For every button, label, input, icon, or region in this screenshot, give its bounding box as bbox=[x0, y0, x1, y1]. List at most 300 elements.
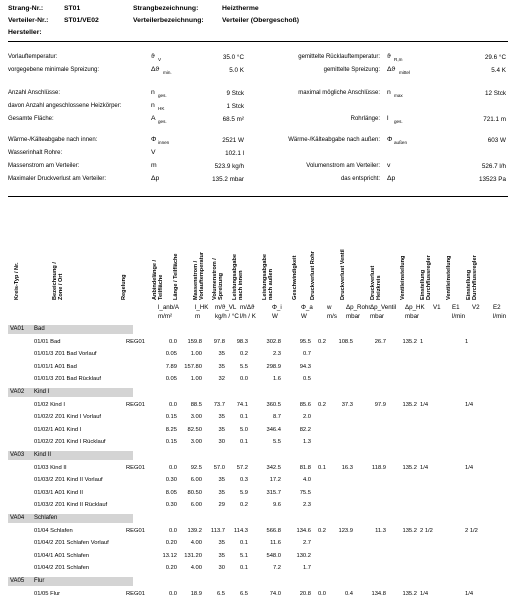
table-cell: 4.00 bbox=[190, 565, 202, 572]
param-label: Vorlauftemperatur: bbox=[8, 54, 58, 60]
param-symbol-sub: min. bbox=[163, 70, 172, 75]
table-cell: 75.5 bbox=[299, 489, 311, 496]
column-header-line: Druckverlust Rohr bbox=[310, 251, 316, 300]
group-code: VA03 bbox=[10, 452, 25, 458]
table-cell: 92.5 bbox=[190, 464, 202, 471]
table-cell: 01/04 Schlafen bbox=[34, 527, 73, 534]
table-cell: 13.12 bbox=[162, 552, 177, 559]
column-header-line: Durchflussregler bbox=[472, 255, 479, 300]
table-cell: 35 bbox=[218, 414, 225, 421]
param-right-symbol: Φ bbox=[387, 136, 393, 143]
table-cell: 01/01/1 A01 Bad bbox=[34, 363, 77, 370]
param-symbol-sub: ges. bbox=[158, 119, 167, 124]
param-right-value: 721.1 m bbox=[483, 116, 506, 123]
table-cell: 135.2 bbox=[402, 401, 417, 408]
unit-symbol-c14: E2 bbox=[493, 304, 501, 311]
column-header-c10 bbox=[370, 266, 382, 300]
param-right-symbol: Δϑ bbox=[387, 66, 396, 73]
table-cell: 134.6 bbox=[296, 527, 311, 534]
unit-dimension-c2: m bbox=[195, 313, 201, 320]
table-cell: 5.5 bbox=[272, 439, 281, 446]
table-cell: 17.2 bbox=[269, 477, 281, 484]
strang-bez-label: Strangbezeichnung: bbox=[133, 5, 199, 12]
column-header-line: Spreizung bbox=[218, 272, 225, 300]
param-right-symbol: l bbox=[387, 115, 389, 122]
table-cell: 139.2 bbox=[187, 527, 202, 534]
table-cell: 01/04/1 A01 Schlafen bbox=[34, 552, 90, 559]
param-right-symbol-sub: mittel bbox=[399, 70, 410, 75]
unit-symbol-c4: m/Δϑ bbox=[240, 304, 255, 311]
table-cell: 135.2 bbox=[402, 590, 417, 597]
table-cell: 0.0 bbox=[168, 338, 177, 345]
verteiler-nr-label: Verteiler-Nr.: bbox=[8, 17, 49, 24]
column-header-line: Leistungsabgabe bbox=[232, 253, 238, 300]
column-header-c5 bbox=[232, 254, 244, 300]
param-value: 2521 W bbox=[222, 137, 244, 144]
param-right-label: das entspricht: bbox=[340, 176, 380, 182]
param-right-symbol-sub: max bbox=[394, 93, 403, 98]
table-cell: REG01 bbox=[126, 590, 146, 597]
unit-dimension-c4: l/h / K bbox=[240, 313, 256, 320]
table-cell: 74.1 bbox=[236, 401, 248, 408]
param-value: 135.2 mbar bbox=[212, 176, 244, 183]
column-header-line: Einstellung bbox=[466, 269, 472, 300]
table-cell: REG01 bbox=[126, 401, 146, 408]
group-header-bar bbox=[8, 388, 133, 397]
table-cell: 0.15 bbox=[165, 439, 177, 446]
group-header-bar bbox=[8, 451, 133, 460]
column-header-line: Leistungsabgabe bbox=[262, 253, 268, 300]
table-cell: 3.00 bbox=[190, 439, 202, 446]
param-symbol: V bbox=[151, 149, 156, 156]
param-symbol: n bbox=[151, 102, 155, 109]
column-header-line: Länge / Teilfläche bbox=[173, 253, 179, 300]
table-cell: 4.00 bbox=[190, 540, 202, 547]
column-header-line: Ventileinstellung bbox=[400, 255, 406, 300]
param-right-symbol: Δp bbox=[387, 175, 396, 182]
table-cell: REG01 bbox=[126, 464, 146, 471]
table-cell: 0.1 bbox=[317, 464, 326, 471]
param-right-symbol-sub: außen bbox=[394, 140, 408, 145]
table-cell: 37.3 bbox=[341, 401, 353, 408]
column-header-c8 bbox=[310, 251, 316, 300]
table-cell: 73.7 bbox=[213, 401, 225, 408]
table-cell: 1.3 bbox=[302, 439, 311, 446]
table-cell: 01/01/3 Z01 Bad Rücklauf bbox=[34, 376, 102, 383]
column-header-regelung bbox=[121, 275, 127, 300]
table-cell: REG01 bbox=[126, 527, 146, 534]
column-header-line: Anbindelänge / bbox=[152, 259, 158, 300]
param-label: Wasserinhalt Rohre: bbox=[8, 150, 63, 156]
table-cell: 0.1 bbox=[239, 540, 248, 547]
table-cell: 4.0 bbox=[302, 477, 311, 484]
table-cell: 298.9 bbox=[266, 363, 281, 370]
table-cell: 57.0 bbox=[213, 464, 225, 471]
table-cell: 01/04/2 Z01 Schlafen bbox=[34, 565, 90, 572]
param-right-label: Wärme-/Kälteabgabe nach außen: bbox=[288, 137, 380, 143]
table-cell: 0.5 bbox=[302, 376, 311, 383]
table-cell: 35 bbox=[218, 477, 225, 484]
table-cell: 5.9 bbox=[239, 489, 248, 496]
verteiler-bez-value: Verteiler (Obergeschoß) bbox=[222, 17, 300, 24]
group-code: VA02 bbox=[10, 389, 25, 395]
table-cell: 9.6 bbox=[272, 502, 281, 509]
table-cell: 11.3 bbox=[375, 527, 386, 534]
table-cell: 134.8 bbox=[371, 590, 386, 597]
table-cell: 0.2 bbox=[317, 401, 326, 408]
verteiler-nr-value: ST01/VE02 bbox=[64, 17, 99, 24]
column-header-line: Regelung bbox=[121, 274, 127, 300]
column-header-c2 bbox=[173, 253, 179, 300]
table-cell: 35 bbox=[218, 351, 225, 358]
unit-dimension-c3: kg/h / °C bbox=[215, 313, 239, 320]
column-header-line: Vorlauftemperatur bbox=[199, 251, 206, 300]
table-cell: 97.9 bbox=[374, 401, 386, 408]
table-cell: 20.8 bbox=[299, 590, 311, 597]
table-cell: 0.30 bbox=[165, 477, 177, 484]
table-cell: 159.8 bbox=[187, 338, 202, 345]
group-name: Bad bbox=[34, 326, 45, 332]
header-divider bbox=[8, 41, 508, 42]
table-cell: 01/04/2 Z01 Schlafen Vorlauf bbox=[34, 540, 109, 547]
table-cell: 8.7 bbox=[272, 414, 281, 421]
column-header-line: Druckverlust bbox=[370, 265, 376, 300]
table-cell: 1 bbox=[465, 338, 469, 345]
table-cell: 130.2 bbox=[296, 552, 311, 559]
table-cell: 8.05 bbox=[165, 489, 177, 496]
table-cell: 1/4 bbox=[420, 464, 429, 471]
table-cell: 0.2 bbox=[317, 527, 326, 534]
param-value: 5.0 K bbox=[229, 67, 244, 74]
table-cell: 108.5 bbox=[338, 338, 353, 345]
param-value: 523.9 kg/h bbox=[214, 163, 244, 170]
table-cell: 0.0 bbox=[317, 590, 326, 597]
table-cell: 01/02/2 Z01 Kind I Rücklauf bbox=[34, 439, 106, 446]
table-cell: 114.3 bbox=[233, 527, 248, 534]
table-cell: 01/02/1 A01 Kind I bbox=[34, 426, 82, 433]
table-cell: 1.7 bbox=[302, 565, 311, 572]
param-symbol: Δϑ bbox=[151, 66, 160, 73]
table-cell: 88.5 bbox=[190, 401, 202, 408]
table-cell: 26.7 bbox=[374, 338, 386, 345]
table-cell: 35 bbox=[218, 363, 225, 370]
param-symbol-sub: V bbox=[158, 57, 162, 62]
table-cell: 2.3 bbox=[302, 502, 311, 509]
table-cell: 1/4 bbox=[465, 401, 474, 408]
param-right-symbol-sub: ges. bbox=[394, 119, 403, 124]
column-header-c13 bbox=[446, 256, 452, 300]
table-cell: 157.80 bbox=[184, 363, 202, 370]
table-cell: 01/03/2 Z01 Kind II Vorlauf bbox=[34, 477, 103, 484]
table-cell: 1.00 bbox=[190, 376, 202, 383]
column-header-line: Druckverlust Ventil bbox=[340, 249, 346, 300]
table-cell: 131.20 bbox=[184, 552, 202, 559]
table-cell: 2 1/2 bbox=[465, 527, 478, 534]
column-header-line: Bezeichnung / bbox=[52, 262, 58, 300]
table-cell: 57.2 bbox=[236, 464, 248, 471]
strang-nr-value: ST01 bbox=[64, 5, 81, 12]
column-header-line: Kreis-Typ / Nr. bbox=[14, 262, 20, 300]
param-right-symbol: ϑ bbox=[387, 53, 391, 60]
param-right-value: 5.4 K bbox=[491, 67, 506, 74]
column-header-line: Einstellung bbox=[420, 269, 426, 300]
param-right-value: 29.6 °C bbox=[484, 54, 506, 61]
table-cell: 95.5 bbox=[299, 338, 311, 345]
table-cell: 35 bbox=[218, 489, 225, 496]
column-header-c6 bbox=[262, 254, 274, 300]
table-cell: 1/4 bbox=[465, 464, 474, 471]
param-symbol: Δp bbox=[151, 175, 160, 182]
table-cell: 01/03/1 A01 Kind II bbox=[34, 489, 83, 496]
table-cell: 123.9 bbox=[338, 527, 353, 534]
param-label: Massenstrom am Verteiler: bbox=[8, 163, 80, 169]
unit-dimension-c5: W bbox=[272, 313, 278, 320]
param-label: Gesamte Fläche: bbox=[8, 116, 54, 122]
param-right-label: gemittelte Spreizung: bbox=[323, 67, 380, 73]
unit-symbol-c9: Δp_Ventil bbox=[370, 304, 397, 311]
table-cell: 35 bbox=[218, 426, 225, 433]
table-cell: 80.50 bbox=[187, 489, 202, 496]
param-label: Maximaler Druckverlust am Verteiler: bbox=[8, 176, 107, 182]
param-symbol-sub: HK bbox=[158, 106, 165, 111]
table-cell: 0.0 bbox=[239, 376, 248, 383]
table-cell: 2 1/2 bbox=[420, 527, 433, 534]
column-header-c12 bbox=[420, 255, 432, 300]
table-cell: 1/4 bbox=[465, 590, 474, 597]
table-cell: 0.1 bbox=[239, 565, 248, 572]
table-cell: 135.2 bbox=[402, 464, 417, 471]
column-header-c1 bbox=[152, 260, 164, 300]
column-header-line: Teilfläche bbox=[158, 274, 165, 300]
group-name: Kind II bbox=[34, 452, 52, 458]
table-cell: 82.50 bbox=[187, 426, 202, 433]
table-cell: 3.00 bbox=[190, 414, 202, 421]
table-cell: 548.0 bbox=[266, 552, 281, 559]
table-cell: 1 bbox=[420, 338, 424, 345]
table-cell: 32 bbox=[218, 376, 225, 383]
table-cell: 7.89 bbox=[165, 363, 177, 370]
param-right-label: Rohrlänge: bbox=[350, 116, 380, 122]
table-cell: 6.5 bbox=[239, 590, 248, 597]
table-cell: 6.5 bbox=[216, 590, 225, 597]
table-cell: 01/03/2 Z01 Kind II Rücklauf bbox=[34, 502, 108, 509]
param-right-symbol-sub: R,m bbox=[394, 57, 403, 62]
table-cell: 1.6 bbox=[272, 376, 281, 383]
unit-symbol-c6: Φ_a bbox=[301, 304, 313, 311]
column-header-c4 bbox=[212, 258, 224, 300]
unit-dimension-c1: m/m² bbox=[158, 313, 173, 320]
unit-dimension-c8: mbar bbox=[346, 313, 361, 320]
table-cell: 5.0 bbox=[239, 426, 248, 433]
table-cell: 1.00 bbox=[190, 351, 202, 358]
table-cell: 135.2 bbox=[402, 527, 417, 534]
table-cell: 0.15 bbox=[165, 414, 177, 421]
param-right-value: 526.7 l/h bbox=[481, 163, 506, 170]
table-cell: 30 bbox=[218, 565, 225, 572]
table-cell: 113.7 bbox=[210, 527, 225, 534]
table-cell: 0.05 bbox=[165, 376, 177, 383]
table-cell: 1/4 bbox=[420, 590, 429, 597]
table-cell: 0.4 bbox=[344, 590, 353, 597]
table-cell: 118.9 bbox=[371, 464, 386, 471]
group-name: Schlafen bbox=[34, 515, 58, 521]
param-symbol-sub: innen bbox=[158, 140, 170, 145]
unit-dimension-c12: l/min bbox=[452, 313, 466, 320]
table-cell: 18.9 bbox=[190, 590, 202, 597]
table-cell: 2.7 bbox=[302, 540, 311, 547]
unit-dimension-c14: l/min bbox=[493, 313, 507, 320]
param-symbol-sub: ges. bbox=[158, 93, 167, 98]
table-cell: 0.0 bbox=[168, 590, 177, 597]
unit-dimension-c7: m/s bbox=[327, 313, 337, 320]
param-label: davon Anzahl angeschlossene Heizkörper: bbox=[8, 103, 122, 109]
table-cell: 0.20 bbox=[165, 565, 177, 572]
group-code: VA05 bbox=[10, 578, 25, 584]
table-cell: 97.8 bbox=[213, 338, 225, 345]
table-cell: 74.0 bbox=[269, 590, 281, 597]
param-value: 1 Stck bbox=[226, 103, 244, 110]
column-header-line: Massenstrom / bbox=[193, 260, 199, 300]
table-cell: 2.0 bbox=[302, 414, 311, 421]
table-cell: 342.5 bbox=[266, 464, 281, 471]
group-header-bar bbox=[8, 514, 133, 523]
param-right-value: 13523 Pa bbox=[479, 176, 506, 183]
param-right-label: Volumenstrom am Verteiler: bbox=[306, 163, 380, 169]
strang-nr-label: Strang-Nr.: bbox=[8, 5, 44, 12]
table-cell: 0.2 bbox=[239, 502, 248, 509]
unit-dimension-c9: mbar bbox=[370, 313, 385, 320]
group-code: VA04 bbox=[10, 515, 25, 521]
param-symbol: Φ bbox=[151, 136, 157, 143]
column-header-kreis bbox=[14, 262, 20, 300]
table-cell: 7.2 bbox=[272, 565, 281, 572]
table-cell: 135.2 bbox=[402, 338, 417, 345]
param-right-value: 12 Stck bbox=[485, 90, 506, 97]
param-label: Anzahl Anschlüsse: bbox=[8, 90, 61, 96]
table-cell: 01/02/2 Z01 Kind I Vorlauf bbox=[34, 414, 102, 421]
param-symbol: n bbox=[151, 89, 155, 96]
table-cell: 35 bbox=[218, 540, 225, 547]
param-label: vorgegebene minimale Spreizung: bbox=[8, 67, 100, 73]
param-symbol: m bbox=[151, 162, 157, 169]
group-header-bar bbox=[8, 577, 133, 586]
unit-symbol-c7: w bbox=[327, 304, 332, 311]
unit-symbol-c3: m/ϑ_VL bbox=[215, 304, 237, 311]
column-header-c3 bbox=[193, 252, 205, 300]
param-right-label: gemittelte Rücklauftemperatur: bbox=[298, 54, 380, 60]
table-cell: 0.0 bbox=[168, 527, 177, 534]
table-cell: 11.6 bbox=[270, 540, 281, 547]
table-cell: 566.8 bbox=[266, 527, 281, 534]
param-right-label: maximal mögliche Anschlüsse: bbox=[298, 90, 380, 96]
table-cell: 1/4 bbox=[420, 401, 429, 408]
group-header-bar bbox=[8, 325, 133, 334]
table-cell: REG01 bbox=[126, 338, 146, 345]
table-cell: 0.7 bbox=[302, 351, 311, 358]
group-name: Flur bbox=[34, 578, 45, 584]
table-cell: 0.1 bbox=[239, 414, 248, 421]
unit-symbol-c13: V2 bbox=[472, 304, 480, 311]
column-header-line: nach außen bbox=[268, 268, 275, 300]
column-header-bez bbox=[52, 262, 64, 300]
table-cell: 01/01/3 Z01 Bad Vorlauf bbox=[34, 351, 97, 358]
param-symbol: ϑ bbox=[151, 53, 155, 60]
table-cell: 315.7 bbox=[266, 489, 281, 496]
table-cell: 01/02 Kind I bbox=[34, 401, 65, 408]
unit-symbol-c8: Δp_Rohr bbox=[346, 304, 371, 311]
param-right-value: 603 W bbox=[487, 137, 506, 144]
param-symbol: A bbox=[151, 115, 156, 122]
table-cell: 35 bbox=[218, 552, 225, 559]
table-cell: 94.3 bbox=[299, 363, 311, 370]
column-header-line: Volumenstrom / bbox=[212, 258, 218, 300]
column-header-c11 bbox=[400, 256, 406, 300]
param-value: 68.5 m² bbox=[222, 116, 244, 123]
table-cell: 2.3 bbox=[272, 351, 281, 358]
table-cell: 360.5 bbox=[266, 401, 281, 408]
column-header-line: nach innen bbox=[238, 270, 245, 300]
column-header-line: Ventileinstellung bbox=[446, 255, 452, 300]
table-cell: 5.5 bbox=[239, 363, 248, 370]
param-right-symbol: v bbox=[387, 162, 391, 169]
unit-symbol-c2: l_HK bbox=[195, 304, 209, 311]
table-cell: 82.2 bbox=[299, 426, 311, 433]
table-cell: 0.2 bbox=[317, 338, 326, 345]
table-cell: 81.8 bbox=[299, 464, 311, 471]
table-cell: 6.00 bbox=[190, 502, 202, 509]
group-code: VA01 bbox=[10, 326, 25, 332]
column-header-line: Heizkreis bbox=[376, 275, 383, 300]
param-value: 9 Stck bbox=[226, 90, 244, 97]
unit-symbol-c12: E1 bbox=[452, 304, 460, 311]
table-cell: 0.2 bbox=[239, 351, 248, 358]
unit-symbol-c11: V1 bbox=[433, 304, 441, 311]
param-label: Wärme-/Kälteabgabe nach innen: bbox=[8, 137, 98, 143]
table-cell: 01/05 Flur bbox=[34, 590, 61, 597]
verteiler-bez-label: Verteilerbezeichnung: bbox=[133, 17, 204, 24]
unit-dimension-c10: mbar bbox=[405, 313, 420, 320]
table-cell: 16.3 bbox=[341, 464, 353, 471]
table-cell: 0.0 bbox=[168, 464, 177, 471]
table-cell: 0.20 bbox=[165, 540, 177, 547]
table-cell: 01/01 Bad bbox=[34, 338, 61, 345]
hersteller-label: Hersteller: bbox=[8, 29, 42, 36]
param-value: 35.0 °C bbox=[222, 54, 244, 61]
column-header-c9 bbox=[340, 249, 346, 300]
table-cell: 29 bbox=[218, 502, 225, 509]
unit-dimension-c6: W bbox=[301, 313, 307, 320]
unit-symbol-c1: l_anb/A bbox=[158, 304, 179, 311]
table-cell: 346.4 bbox=[266, 426, 281, 433]
column-header-line: Durchflussregler bbox=[426, 255, 433, 300]
table-cell: 302.8 bbox=[266, 338, 281, 345]
table-cell: 30 bbox=[218, 439, 225, 446]
table-cell: 8.25 bbox=[165, 426, 177, 433]
table-cell: 0.1 bbox=[239, 439, 248, 446]
unit-symbol-c5: Φ_i bbox=[272, 304, 282, 311]
table-cell: 5.1 bbox=[239, 552, 248, 559]
column-header-line: Zone / Ort bbox=[58, 273, 65, 300]
table-cell: 6.00 bbox=[190, 477, 202, 484]
param-right-symbol: n bbox=[387, 89, 391, 96]
table-cell: 0.05 bbox=[165, 351, 177, 358]
table-cell: 98.3 bbox=[236, 338, 248, 345]
group-name: Kind I bbox=[34, 389, 50, 395]
table-cell: 85.6 bbox=[299, 401, 311, 408]
strang-bez-value: Heiztherme bbox=[222, 5, 259, 12]
column-header-c7 bbox=[292, 256, 298, 300]
unit-symbol-c10: Δp_HK bbox=[405, 304, 425, 311]
